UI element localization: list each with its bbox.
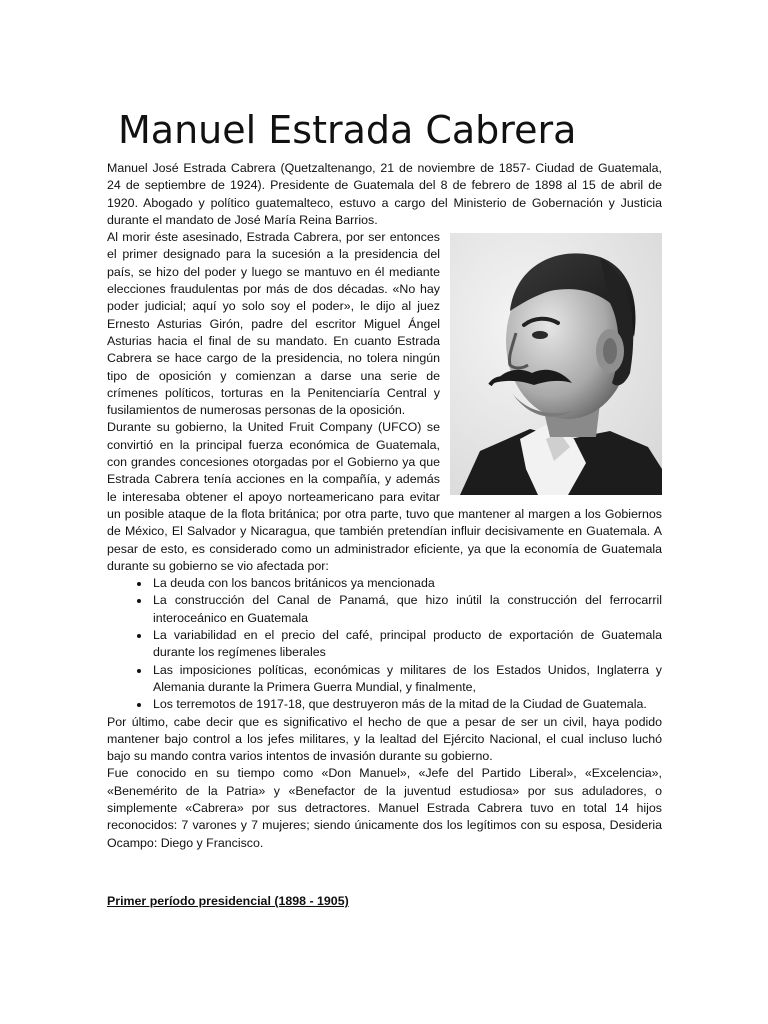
list-item: • La deuda con los bancos británicos ya mencionada xyxy=(151,575,662,592)
reign-paragraph: Al morir éste asesinado, Estrada Cabrera, por ser entonces el primer designado para la sucesión a la presidencia del país, se hizo del poder y luego se mantuvo en él mediante elecciones fraudulentas por más de dos décadas. «No hay poder judicial; aquí yo solo soy el poder», le dijo al juez Ernesto Asturias Girón, padre del escritor Miguel Ángel Asturias hacia el final de su mandato. En cuanto Estrada Cabrera se hace cargo de la presidencia, no tolera ningún tipo de oposición y comienzan a darse una serie de crímenes políticos, torturas en la Penitenciaría Central y fusilamientos de numerosas personas de la oposición. xyxy=(107,230,440,418)
list-item: • Los terremotos de 1917-18, que destruyeron más de la mitad de la Ciudad de Guatemala. xyxy=(151,696,662,713)
page-title: Manuel Estrada Cabrera xyxy=(118,108,577,152)
document-body xyxy=(107,160,662,852)
list-item: • La construcción del Canal de Panamá, que hizo inútil la construcción del ferrocarril interoceánico en Guatemala xyxy=(151,592,662,627)
section-heading: Primer período presidencial (1898 - 1905) xyxy=(107,894,349,908)
nicknames-paragraph: Fue conocido en su tiempo como «Don Manuel», «Jefe del Partido Liberal», «Excelencia», «Benemérito de la Patria» y «Benefactor de la juventud estudiosa» por sus aduladores, o simplemente «Cabrera» por sus detractores. Manuel Estrada Cabrera tuvo en total 14 hijos reconocidos: 7 varones y 7 mujeres; siendo únicamente dos los legítimos con su esposa, Desideria Ocampo: Diego y Francisco. xyxy=(107,766,662,850)
list-item: • Las imposiciones políticas, económicas y militares de los Estados Unidos, Inglaterra y Alemania durante la Primera Guerra Mundial, y finalmente, xyxy=(151,662,662,697)
list-item: • La variabilidad en el precio del café, principal producto de exportación de Guatemala durante los regímenes liberales xyxy=(151,627,662,662)
intro-paragraph: Manuel José Estrada Cabrera (Quetzaltenango, 21 de noviembre de 1857- Ciudad de Guatemala, 24 de septiembre de 1924). Presidente de Guatemala del 8 de febrero de 1898 al 15 de abril de 1920. Abogado y político guatemalteco, estuvo a cargo del Ministerio de Gobernación y Justicia durante el mandato de José María Reina Barrios. xyxy=(107,161,662,227)
military-paragraph: Por último, cabe decir que es significativo el hecho de que a pesar de ser un civil, haya podido mantener bajo control a los jefes militares, y la lealtad del Ejército Nacional, el cual incluso luchó bajo su mando contra varios intentos de invasión durante su gobierno. xyxy=(107,714,662,764)
portrait-photo xyxy=(450,233,662,495)
economy-factors-list xyxy=(107,575,662,713)
ufco-paragraph: Durante su gobierno, la United Fruit Company (UFCO) se convirtió en la principal fuerza económica de Guatemala, con grandes concesiones otorgadas por el Gobierno ya que Estrada Cabrera tenía acciones en la compañía, y además le interesaba obtener el apoyo norteamericano para evitar un posible ataque de la flota británica; por otra parte, tuvo que mantener al margen a los Gobiernos de México, El Salvador y Nicaragua, que también pretendían influir decisivamente en Guatemala. A pesar de esto, es considerado como un administrador eficiente, ya que la economía de Guatemala durante su gobierno se vio afectada por: xyxy=(107,420,662,573)
